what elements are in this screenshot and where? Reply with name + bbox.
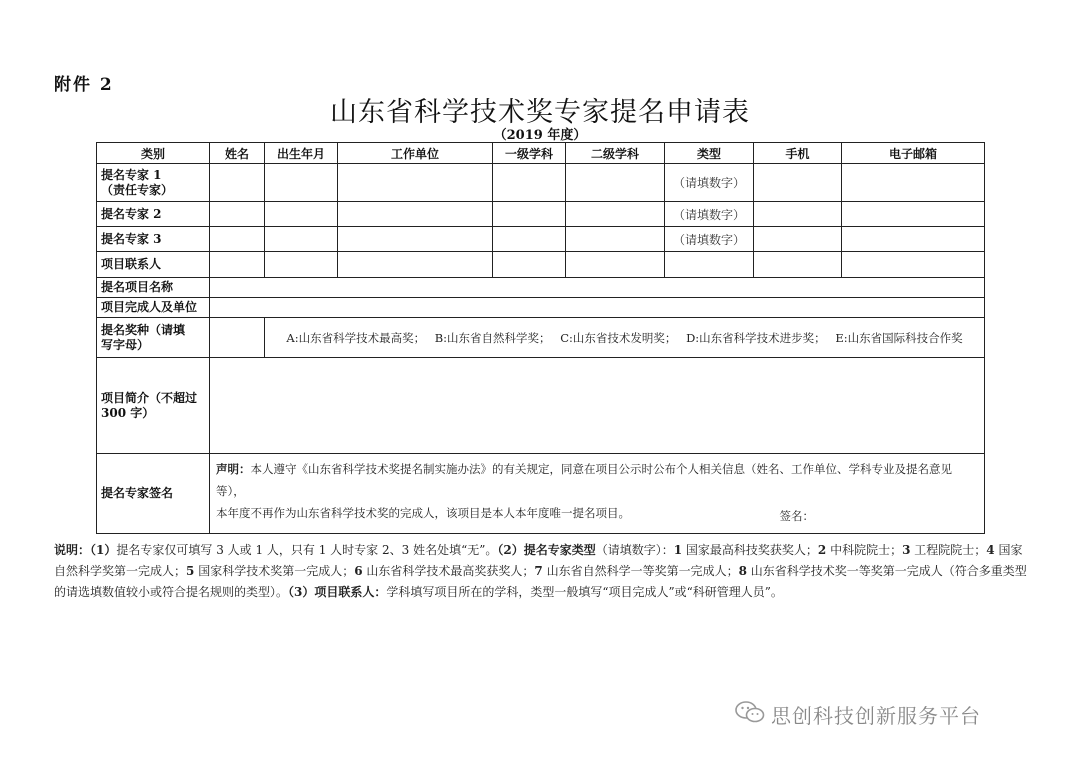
declaration-cell[interactable] <box>210 454 985 534</box>
declaration-text-1: 本人遵守《山东省科学技术奖提名制实施办法》的有关规定，同意在项目公示时公布个人相关信息（姓名、工作单位、学科专业及提名意见等）， <box>216 462 952 498</box>
expert-1-workplace-cell[interactable] <box>338 164 493 202</box>
completers-label: 项目完成人及单位 <box>97 298 210 318</box>
contact-workplace-cell[interactable] <box>338 252 493 278</box>
nomination-form-table <box>96 142 985 534</box>
header-birth: 出生年月 <box>265 143 338 164</box>
header-category: 类别 <box>97 143 210 164</box>
expert-3-workplace-cell[interactable] <box>338 227 493 252</box>
award-option-c: C:山东省技术发明奖； <box>560 330 677 345</box>
contact-label: 项目联系人 <box>97 252 210 278</box>
watermark-text: 思创科技创新服务平台 <box>771 704 981 728</box>
contact-discipline2-cell[interactable] <box>566 252 665 278</box>
expert-3-name-cell[interactable] <box>210 227 265 252</box>
year-label: （2019 年度） <box>493 128 587 143</box>
summary-row <box>97 358 985 454</box>
note-1-num: （1） <box>90 543 117 557</box>
project-name-row <box>97 278 985 298</box>
award-type-cell[interactable] <box>210 318 265 358</box>
note-2-t1: 国家最高科技奖获奖人； <box>682 543 818 557</box>
note-2-head: （2）提名专家类型 <box>497 543 596 557</box>
expert-1-type-cell[interactable]: （请填数字） <box>665 164 754 202</box>
signature-label: 提名专家签名 <box>97 454 210 534</box>
expert-2-email-cell[interactable] <box>842 202 985 227</box>
expert-1-discipline1-cell[interactable] <box>493 164 566 202</box>
expert-1-email-cell[interactable] <box>842 164 985 202</box>
expert-3-row <box>97 227 985 252</box>
note-2-t3: 工程院院士； <box>910 543 987 557</box>
header-workplace: 工作单位 <box>338 143 493 164</box>
expert-1-discipline2-cell[interactable] <box>566 164 665 202</box>
expert-2-label: 提名专家 2 <box>97 202 210 227</box>
contact-name-cell[interactable] <box>210 252 265 278</box>
contact-row <box>97 252 985 278</box>
contact-type-cell[interactable] <box>665 252 754 278</box>
expert-3-email-cell[interactable] <box>842 227 985 252</box>
watermark <box>735 700 981 729</box>
note-2-t8: 山东省科学技术奖一等奖第一完成人（符合多重类型的请选填数值较小或符合提名规则的类型）。 <box>54 564 1027 599</box>
expert-2-type-cell[interactable]: （请填数字） <box>665 202 754 227</box>
note-2-n3: 3 <box>902 543 911 557</box>
expert-1-birth-cell[interactable] <box>265 164 338 202</box>
note-2-t4: 国家自然科学奖第一完成人； <box>54 543 1023 578</box>
award-option-e: E:山东省国际科技合作奖 <box>835 330 963 345</box>
award-type-row <box>97 318 985 358</box>
attachment-label: 附件 2 <box>54 75 114 95</box>
note-2-a: （请填数字）： <box>595 543 674 557</box>
expert-2-name-cell[interactable] <box>210 202 265 227</box>
expert-3-discipline1-cell[interactable] <box>493 227 566 252</box>
note-2-n4: 4 <box>986 543 995 557</box>
notes <box>54 540 1034 603</box>
expert-1-label <box>97 164 210 202</box>
note-2-n2: 2 <box>817 543 827 557</box>
note-2-t7: 山东省自然科学一等奖第一完成人； <box>542 564 739 578</box>
header-type: 类型 <box>665 143 754 164</box>
project-name-cell[interactable] <box>210 278 985 298</box>
expert-3-type-cell[interactable]: （请填数字） <box>665 227 754 252</box>
contact-birth-cell[interactable] <box>265 252 338 278</box>
declaration-label: 声明： <box>216 462 251 476</box>
award-option-b: B:山东省自然科学奖； <box>434 330 551 345</box>
project-name-label: 提名项目名称 <box>97 278 210 298</box>
page-title: 山东省科学技术奖专家提名申请表 <box>330 97 750 128</box>
header-phone: 手机 <box>754 143 842 164</box>
summary-label <box>97 358 210 454</box>
expert-3-label: 提名专家 3 <box>97 227 210 252</box>
contact-discipline1-cell[interactable] <box>493 252 566 278</box>
award-type-label-line2: 写字母） <box>101 337 150 352</box>
expert-3-discipline2-cell[interactable] <box>566 227 665 252</box>
award-option-d: D:山东省科学技术进步奖； <box>686 330 826 345</box>
contact-phone-cell[interactable] <box>754 252 842 278</box>
expert-2-phone-cell[interactable] <box>754 202 842 227</box>
expert-2-workplace-cell[interactable] <box>338 202 493 227</box>
note-3-head: （3）项目联系人： <box>288 585 387 599</box>
expert-2-birth-cell[interactable] <box>265 202 338 227</box>
declaration-text-2: 本年度不再作为山东省科学技术奖的完成人，该项目是本人本年度唯一提名项目。 <box>216 506 630 520</box>
header-discipline-1: 一级学科 <box>493 143 566 164</box>
note-2-t6: 山东省科学技术最高奖获奖人； <box>362 564 535 578</box>
header-row <box>97 143 985 164</box>
award-options <box>265 318 985 358</box>
note-2-n1: 1 <box>673 543 683 557</box>
expert-3-birth-cell[interactable] <box>265 227 338 252</box>
note-3-text: 学科填写项目所在的学科，类型一般填写“项目完成人”或“科研管理人员”。 <box>386 585 783 599</box>
completers-cell[interactable] <box>210 298 985 318</box>
expert-2-discipline2-cell[interactable] <box>566 202 665 227</box>
expert-1-label-line2: （责任专家） <box>101 182 174 197</box>
expert-2-row <box>97 202 985 227</box>
wechat-icon <box>735 700 765 729</box>
note-2-t5: 国家科学技术奖第一完成人； <box>194 564 355 578</box>
summary-label-line1: 项目简介（不超过 <box>101 390 198 405</box>
signature-row <box>97 454 985 534</box>
note-2-n6: 6 <box>354 564 363 578</box>
award-option-a: A:山东省科学技术最高奖； <box>286 330 426 345</box>
award-type-label-line1: 提名奖种（请填 <box>101 322 186 337</box>
header-discipline-2: 二级学科 <box>566 143 665 164</box>
note-1-text: 提名专家仅可填写 3 人或 1 人，只有 1 人时专家 2、3 姓名处填“无”。 <box>116 543 498 557</box>
award-type-label <box>97 318 210 358</box>
completers-row <box>97 298 985 318</box>
expert-1-label-line1: 提名专家 1 <box>101 167 162 182</box>
expert-1-phone-cell[interactable] <box>754 164 842 202</box>
note-2-n5: 5 <box>186 564 195 578</box>
note-2-t2: 中科院院士； <box>826 543 903 557</box>
notes-label: 说明： <box>54 543 91 557</box>
contact-email-cell[interactable] <box>842 252 985 278</box>
header-name: 姓名 <box>210 143 265 164</box>
expert-3-phone-cell[interactable] <box>754 227 842 252</box>
expert-1-row <box>97 164 985 202</box>
summary-cell[interactable] <box>210 358 985 454</box>
signature-field-label: 签名： <box>779 509 814 523</box>
header-email: 电子邮箱 <box>842 143 985 164</box>
note-2-n7: 7 <box>534 564 543 578</box>
note-2-n8: 8 <box>738 564 747 578</box>
expert-1-name-cell[interactable] <box>210 164 265 202</box>
summary-label-line2: 300 字） <box>101 405 155 420</box>
expert-2-discipline1-cell[interactable] <box>493 202 566 227</box>
